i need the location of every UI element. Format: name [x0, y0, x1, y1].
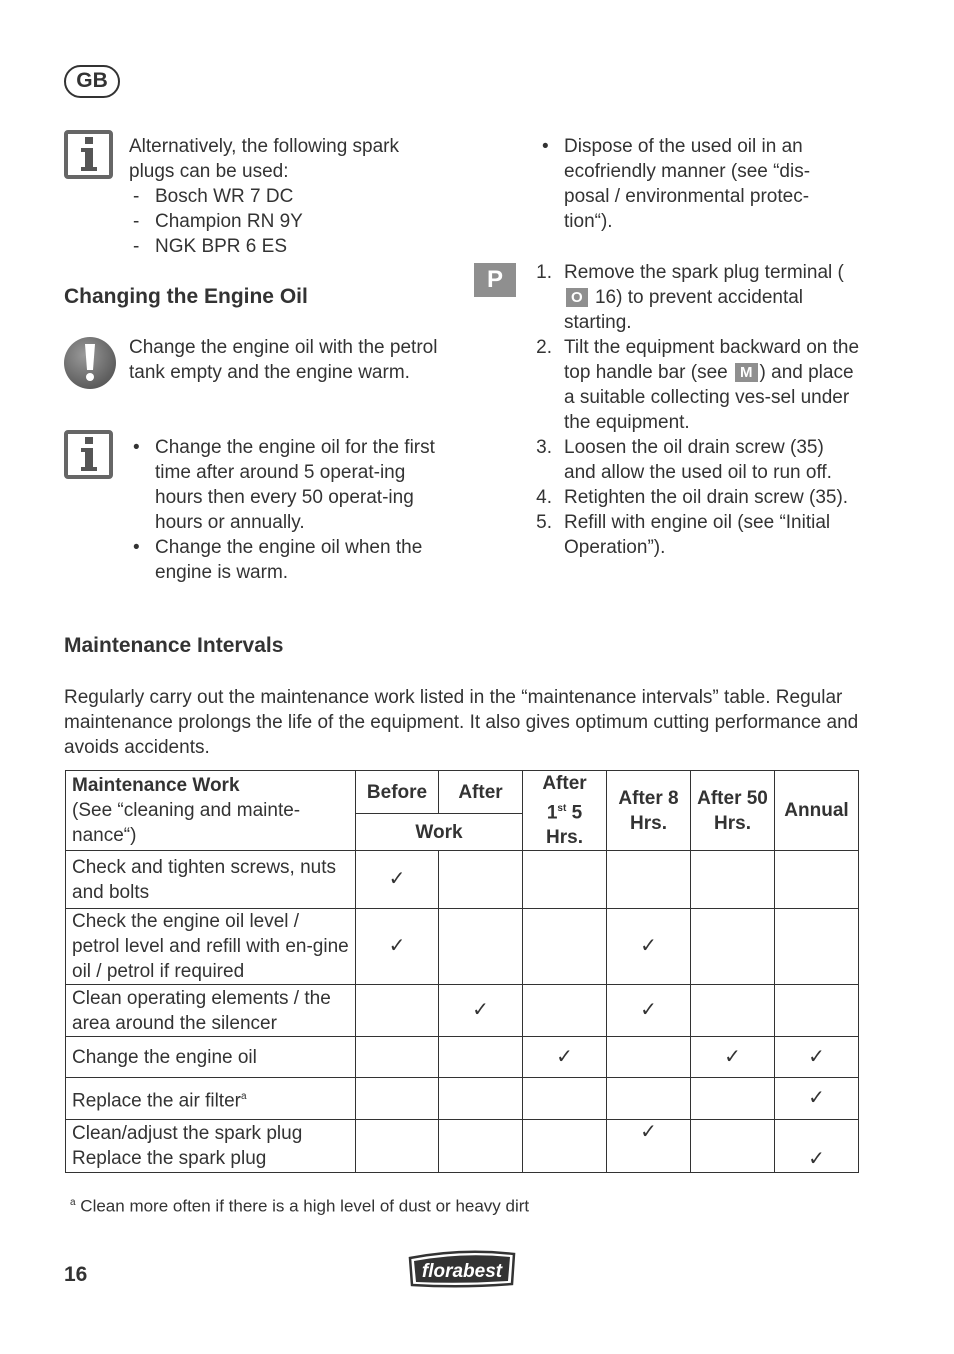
check-cell	[523, 851, 607, 909]
check-cell	[607, 1078, 691, 1120]
check-cell	[775, 851, 859, 909]
oil-change-steps	[530, 260, 860, 560]
header-annual: Annual	[775, 771, 859, 851]
list-item: - Champion RN 9Y	[133, 211, 303, 232]
check-cell	[523, 1120, 607, 1173]
check-cell: ✓	[607, 985, 691, 1037]
check-cell: ✓	[775, 1037, 859, 1078]
check-cell	[691, 1078, 775, 1120]
header-after-8-hrs: After 8 Hrs.	[607, 771, 691, 851]
check-cell	[356, 1078, 439, 1120]
check-cell	[523, 909, 607, 985]
dispose-note	[538, 134, 838, 234]
check-cell: ✓	[775, 1078, 859, 1120]
page-number: 16	[64, 1263, 88, 1286]
maintenance-table	[65, 770, 859, 1173]
table-row	[66, 1037, 859, 1078]
warning-text: Change the engine oil with the petrol tank empty and the engine warm.	[129, 337, 438, 383]
section-heading-engine-oil: Changing the Engine Oil	[64, 285, 308, 308]
spark-plug-intro: Alternatively, the following spark plugs can be used:	[129, 136, 399, 182]
task-cell: Clean/adjust the spark plug Replace the spark plug	[66, 1120, 356, 1173]
task-cell: Check and tighten screws, nuts and bolts	[66, 851, 356, 909]
warning-icon	[64, 337, 116, 389]
header-before: Before	[356, 771, 439, 814]
check-cell	[607, 1037, 691, 1078]
check-cell: ✓	[775, 1120, 859, 1173]
table-row	[66, 909, 859, 985]
check-cell	[607, 851, 691, 909]
step-item: 1. Remove the spark plug terminal (O 16) to prevent accidental starting.	[536, 262, 844, 333]
figure-badge: O	[566, 288, 588, 307]
check-cell	[691, 851, 775, 909]
check-cell: ✓	[356, 851, 439, 909]
check-cell	[439, 1120, 523, 1173]
check-cell	[691, 985, 775, 1037]
table-row	[66, 985, 859, 1037]
list-item: • Dispose of the used oil in an ecofriendly manner (see “dis-posal / environmental protec-tion“).	[542, 136, 811, 232]
header-after-50-hrs: After 50 Hrs.	[691, 771, 775, 851]
check-cell	[356, 1120, 439, 1173]
table-footnote: $^a$ Clean more often if there is a high level of dust or heavy dirt	[70, 1196, 530, 1216]
task-cell: Check the engine oil level / petrol level and refill with en-gine oil / petrol if required	[66, 909, 356, 985]
check-cell: ✓	[523, 1037, 607, 1078]
procedure-badge: P	[474, 263, 516, 297]
check-cell: ✓	[439, 985, 523, 1037]
header-after-first-5: After 1st 5 Hrs.	[523, 771, 607, 851]
info-icon	[64, 130, 113, 179]
check-cell	[439, 851, 523, 909]
spark-plug-info	[129, 134, 449, 259]
list-item: - NGK BPR 6 ES	[133, 236, 287, 257]
check-cell	[775, 985, 859, 1037]
table-row	[66, 1078, 859, 1120]
check-cell	[691, 1120, 775, 1173]
check-cell	[523, 1078, 607, 1120]
check-cell	[691, 909, 775, 985]
language-badge: GB	[64, 65, 120, 98]
florabest-logo	[406, 1244, 518, 1289]
task-cell: Replace the air filter$^a$	[66, 1078, 356, 1120]
list-item: • Change the engine oil when the engine is warm.	[133, 537, 423, 583]
check-cell	[523, 985, 607, 1037]
info-icon	[64, 430, 113, 479]
check-cell	[775, 909, 859, 985]
task-cell: Clean operating elements / the area around the silencer	[66, 985, 356, 1037]
maintenance-intro: Regularly carry out the maintenance work listed in the “maintenance intervals” table. Regular maintenance prolongs the life of the equipment. It also gives optimum cutting performance and avoids accidents.	[64, 687, 859, 758]
check-cell	[356, 1037, 439, 1078]
check-cell: ✓	[691, 1037, 775, 1078]
header-work: Work	[356, 814, 523, 851]
header-after: After	[439, 771, 523, 814]
header-maintenance-work: Maintenance Work (See “cleaning and mainte-nance“)	[66, 771, 356, 851]
check-cell: ✓	[356, 909, 439, 985]
check-cell	[439, 1037, 523, 1078]
list-item: • Change the engine oil for the first time after around 5 operat-ing hours then every 50 operat-ing hours or annually.	[133, 437, 435, 533]
check-cell	[439, 1078, 523, 1120]
spark-plug-list	[129, 184, 449, 259]
check-cell	[356, 985, 439, 1037]
list-item: - Bosch WR 7 DC	[133, 186, 294, 207]
check-cell: ✓	[607, 1120, 691, 1173]
check-cell: ✓	[607, 909, 691, 985]
figure-badge: M	[735, 363, 758, 382]
step-item: 3. Loosen the oil drain screw (35) and allow the used oil to run off.	[536, 437, 832, 483]
svg-text:florabest: florabest	[421, 1261, 503, 1282]
oil-change-info	[129, 435, 454, 585]
check-cell	[439, 909, 523, 985]
table-row	[66, 1120, 859, 1173]
table-row	[66, 851, 859, 909]
task-cell: Change the engine oil	[66, 1037, 356, 1078]
step-item: 4. Retighten the oil drain screw (35).	[536, 487, 849, 508]
step-item: 5. Refill with engine oil (see “Initial Operation”).	[536, 512, 831, 558]
section-heading-maintenance: Maintenance Intervals	[64, 634, 284, 657]
step-item: 2. Tilt the equipment backward on the top handle bar (see M ) and place a suitable collecting ves-sel under the equipment.	[536, 337, 860, 433]
